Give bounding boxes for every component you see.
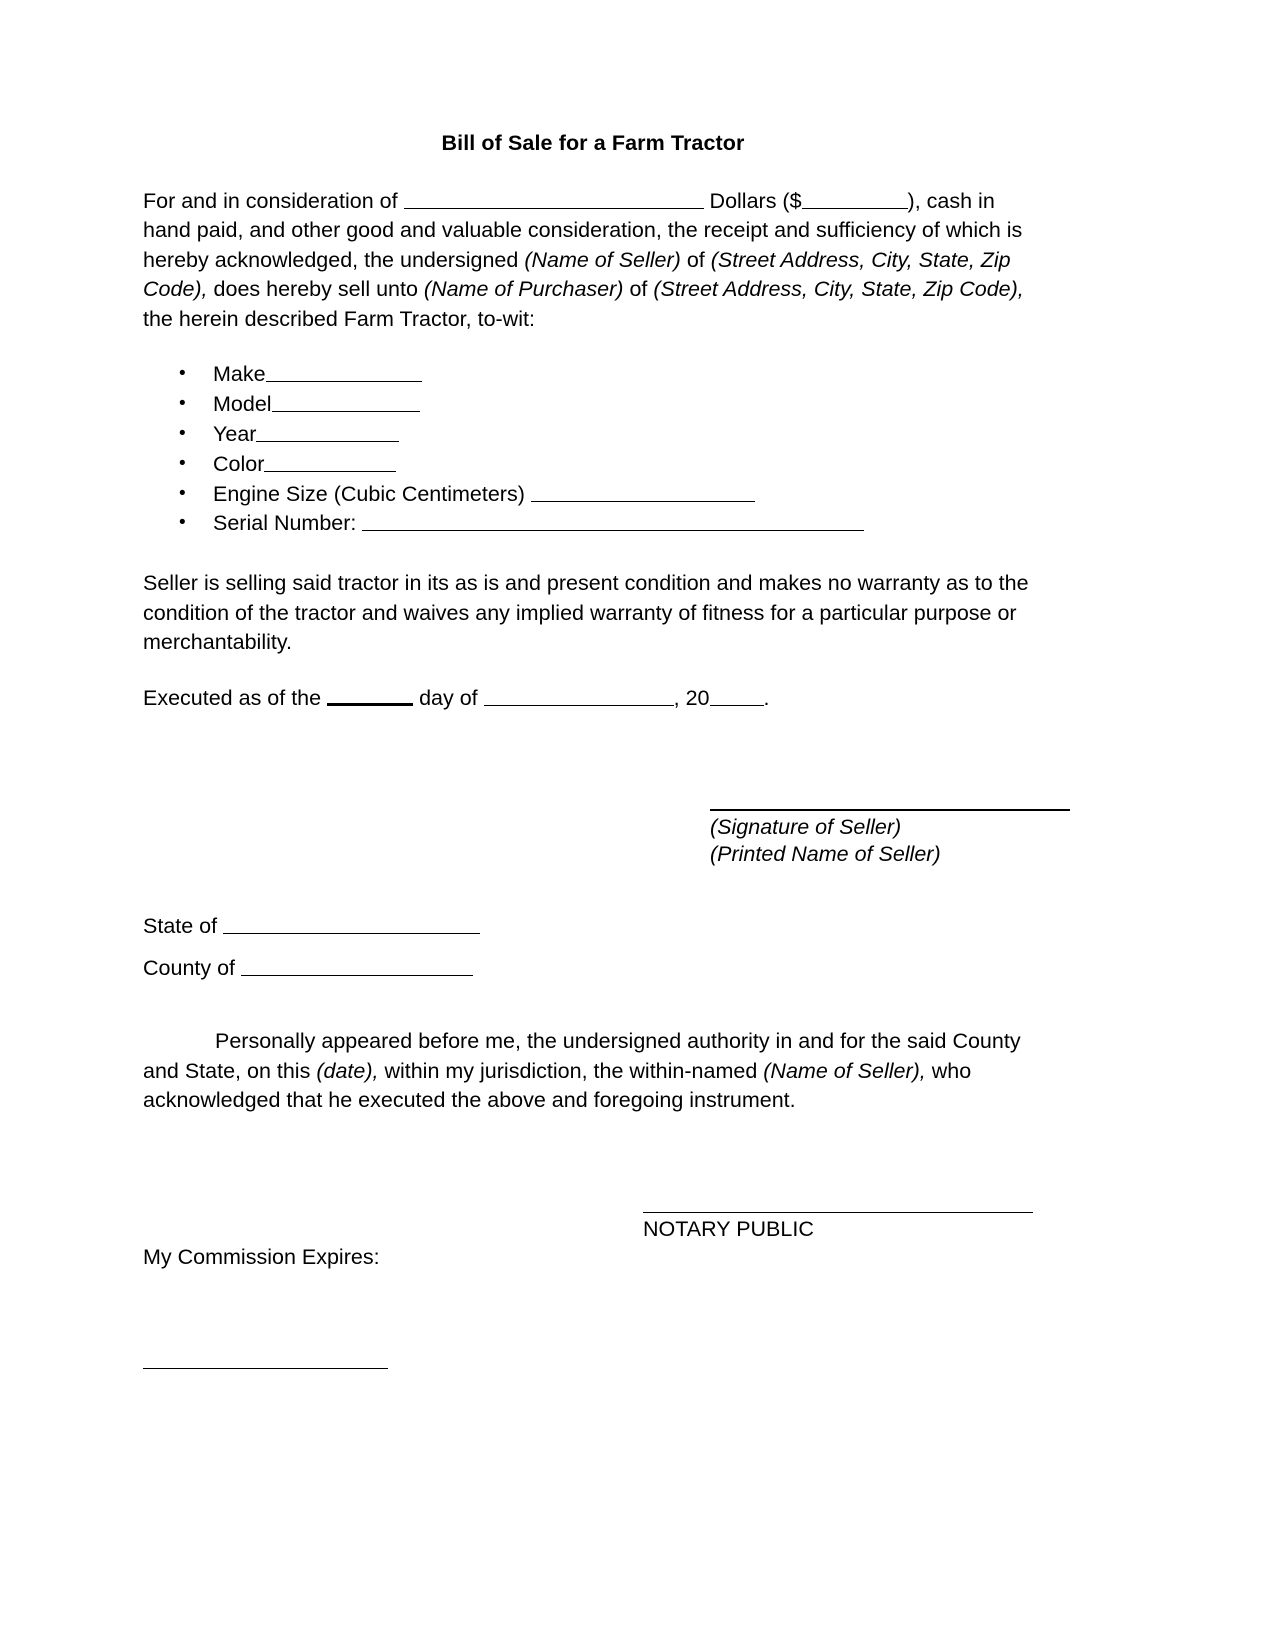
notary-signature-line[interactable] [643,1212,1033,1213]
list-item [143,420,1043,450]
make-blank[interactable] [266,364,422,382]
executed-lead-text: Executed as of the [143,685,322,710]
spec-label-engine-size: Engine Size (Cubic Centimeters) [213,481,531,506]
of-word-1: of [686,247,705,272]
seller-address-placeholder: (Street Address, City, State, Zip Code), [143,247,1011,302]
commission-expires-row [143,1243,1043,1273]
amount-figure-blank[interactable] [802,191,908,209]
seller-signature-line[interactable] [710,809,1070,811]
list-item [143,509,1043,539]
dollars-word-text: Dollars ($ [709,188,802,213]
list-item [143,480,1043,510]
engine-size-blank[interactable] [531,484,755,502]
acknowledgment-part3-text: who acknowledged that he executed the above and foregoing instrument. [143,1058,972,1113]
purchaser-address-placeholder: (Street Address, City, State, Zip Code), [653,277,1024,302]
county-blank[interactable] [241,958,473,976]
seller-name-placeholder: (Name of Seller) [524,247,681,272]
period-text: . [763,685,770,710]
commission-expires-blank[interactable] [143,1368,388,1369]
tractor-specs-list [143,360,1043,539]
spacer [143,1272,1043,1368]
purchaser-name-placeholder: (Name of Purchaser) [423,277,624,302]
spec-label-color: Color [213,451,265,476]
acknowledgment-paragraph [143,1027,1043,1116]
year-blank[interactable] [256,424,399,442]
state-blank[interactable] [223,916,480,934]
sell-unto-text: does hereby sell unto [213,277,418,302]
of-word-2: of [629,277,648,302]
commission-expires-label: My Commission Expires: [143,1244,380,1269]
list-item [143,450,1043,480]
notary-signature-block [643,1212,1033,1243]
acknowledgment-part2-text: within my jurisdiction, the within-named [384,1058,758,1083]
state-field-row [143,912,1043,942]
document-content [143,130,1043,1369]
spec-label-model: Model [213,392,272,417]
page-title: Bill of Sale for a Farm Tractor [441,131,745,155]
spec-label-serial-number: Serial Number: [213,511,363,536]
warranty-paragraph: Seller is selling said tractor in its as is and present condition and makes no warranty as to the condition of the tractor and waives any implied warranty of fitness for a particular purpose or merchantability. [143,571,1029,655]
color-blank[interactable] [264,454,396,472]
comma-twenty-text: , 20 [673,685,710,710]
executed-line [143,684,1043,714]
consideration-lead-text: For and in consideration of [143,188,398,213]
seller-signature-label: (Signature of Seller) [710,815,902,840]
month-blank[interactable] [484,688,674,706]
county-label: County of [143,955,241,980]
notary-public-label: NOTARY PUBLIC [643,1216,814,1241]
spec-label-make: Make [213,362,266,387]
spacer [143,1116,1043,1212]
list-item [143,360,1043,390]
state-label: State of [143,914,218,939]
seller-printed-name-label: (Printed Name of Seller) [710,842,941,867]
list-item [143,390,1043,420]
day-of-text: day of [419,685,478,710]
date-placeholder: (date), [316,1058,379,1083]
acknowledgment-seller-placeholder: (Name of Seller), [763,1058,926,1083]
spec-label-year: Year [213,421,257,446]
consideration-after-amount-text: ), cash in hand paid, and other good and valuable consideration, the receipt and sufficiency of which is hereby acknowledged, the undersigned [143,188,1023,272]
spacer [143,868,1043,912]
consideration-tail-text: the herein described Farm Tractor, to-wit: [143,306,535,331]
year-two-digit-blank[interactable] [710,688,764,706]
spacer [143,983,1043,1027]
day-blank[interactable] [327,686,413,706]
seller-signature-block [710,809,1070,868]
acknowledgment-part1-text: Personally appeared before me, the undersigned authority in and for the said County and State, on this [143,1029,1021,1083]
serial-number-blank[interactable] [362,513,864,531]
county-field-row [143,954,1043,984]
amount-words-blank[interactable] [404,191,704,209]
consideration-paragraph [143,187,1043,335]
model-blank[interactable] [272,394,420,412]
spacer [143,713,1043,809]
